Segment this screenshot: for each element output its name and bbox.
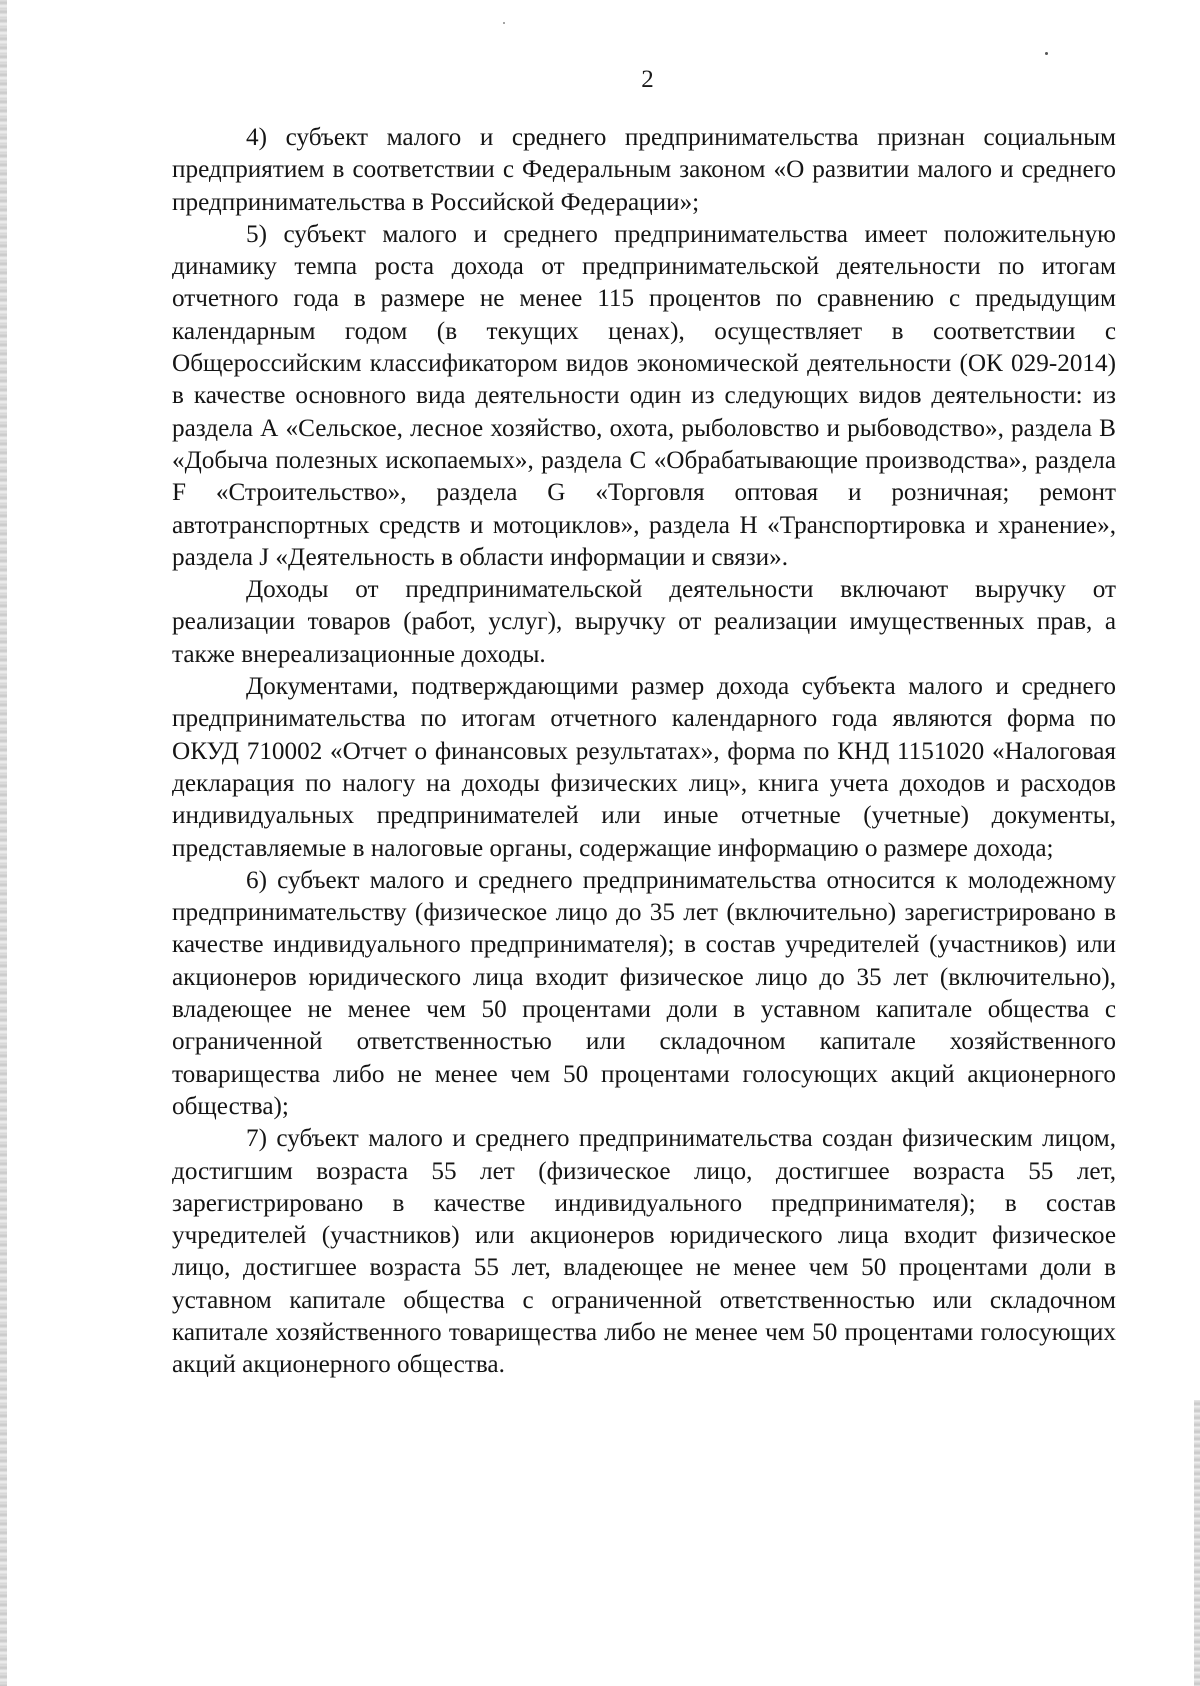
page-number: 2 [641,66,654,93]
scan-speck [1045,52,1048,55]
paragraph-income-definition: Доходы от предпринимательской деятельности включают выручку от реализации товаров (работ, услуг), выручку от реализации имущественных прав, а также внереализационные доходы. [172,576,1116,668]
scan-speck [503,22,505,24]
paragraph-item-6: 6) субъект малого и среднего предпринимательства относится к молодежному предпринимательству (физическое лицо до 35 лет (включительно) зарегистрировано в качестве индивидуального предпринимателя); в состав учредителей (участников) или акционеров юридического лица входит физическое лицо до 35 лет (включительно), владеющее не менее чем 50 процентами доли в уставном капитале общества с ограниченной ответственностью или складочном капитале хозяйственного товарищества либо не менее чем 50 процентами голосующих акций акционерного общества); [172,866,1116,1120]
paragraph-item-4: 4) субъект малого и среднего предпринимательства признан социальным предприятием в соответствии с Федеральным законом «О развитии малого и среднего предпринимательства в Российской Федерации»; [172,124,1116,216]
document-body [172,122,1116,1382]
scan-border-left [0,0,7,1686]
paragraph-income-documents: Документами, подтверждающими размер дохода субъекта малого и среднего предпринимательства по итогам отчетного календарного года являются форма по ОКУД 710002 «Отчет о финансовых результатах», форма по КНД 1151020 «Налоговая декларация по налогу на доходы физических лиц», книга учета доходов и расходов индивидуальных предпринимателей или иные отчетные (учетные) документы, представляемые в налоговые органы, содержащие информацию о размере дохода; [172,673,1116,862]
scan-border-right [1194,1400,1200,1686]
paragraph-item-5: 5) субъект малого и среднего предпринимательства имеет положительную динамику темпа роста дохода от предпринимательской деятельности по итогам отчетного года в размере не менее 115 процентов по сравнению с предыдущим календарным годом (в текущих ценах), осуществляет в соответствии с Общероссийским классификатором видов экономической деятельности (ОК 029-2014) в качестве основного вида деятельности один из следующих видов деятельности: из раздела А «Сельское, лесное хозяйство, охота, рыболовство и рыбоводство», раздела В «Добыча полезных ископаемых», раздела С «Обрабатывающие производства», раздела F «Строительство», раздела G «Торговля оптовая и розничная; ремонт автотранспортных средств и мотоциклов», раздела Н «Транспортировка и хранение», раздела J «Деятельность в области информации и связи». [172,220,1116,571]
paragraph-item-7: 7) субъект малого и среднего предпринимательства создан физическим лицом, достигшим возраста 55 лет (физическое лицо, достигшее возраста 55 лет, зарегистрировано в качестве индивидуального предпринимателя); в состав учредителей (участников) или акционеров юридического лица входит физическое лицо, достигшее возраста 55 лет, владеющее не менее чем 50 процентами доли в уставном капитале общества с ограниченной ответственностью или складочном капитале хозяйственного товарищества либо не менее чем 50 процентами голосующих акций акционерного общества. [172,1125,1116,1379]
